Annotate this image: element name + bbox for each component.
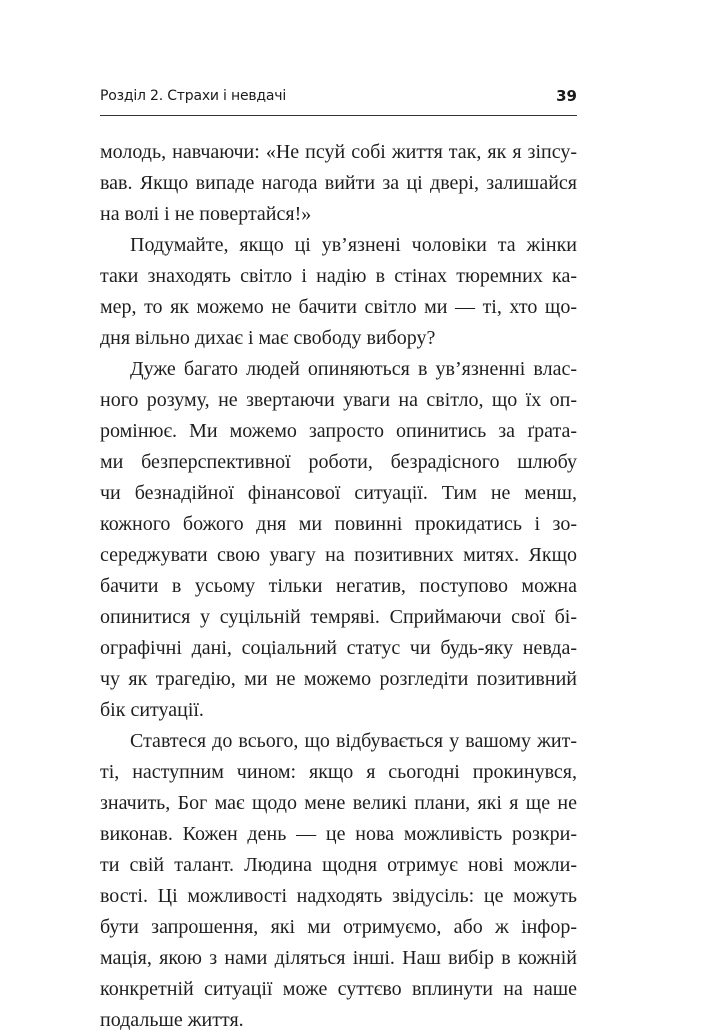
text-line: ти свій талант. Людина щодня отримує нові можли- [100, 854, 577, 876]
text-line: Дуже багато людей опиняються в ув’язненні влас- [130, 358, 577, 380]
text-line: бік ситуації. [100, 699, 204, 721]
text-line: вав. Якщо випаде нагода вийти за ці двері, залишайся [100, 172, 577, 194]
text-line: значить, Бог має щодо мене великі плани, які я ще не [100, 792, 577, 814]
text-line: дня вільно дихає і має свободу вибору? [100, 327, 436, 349]
text-line: мація, якою з нами діляться інші. Наш вибір в кожній [100, 947, 577, 969]
body-text [100, 137, 577, 1036]
paragraph [100, 137, 577, 230]
paragraph [100, 726, 577, 1036]
text-line: чу як трагедію, ми не можемо розгледіти позитивний [100, 668, 577, 690]
text-line: чи безнадійної фінансової ситуації. Тим не менш, [100, 482, 577, 504]
text-line: Подумайте, якщо ці ув’язнені чоловіки та жінки [130, 234, 577, 256]
text-line: на волі і не повертайся!» [100, 203, 312, 225]
text-line: ного розуму, не звертаючи уваги на світло, що їх оп- [100, 389, 577, 411]
text-line: опинитися у суцільній темряві. Сприймаючи свої бі- [100, 606, 577, 628]
text-line: виконав. Кожен день — це нова можливість розкри- [100, 823, 577, 845]
text-line: бути запрошення, які ми отримуємо, або ж інфор- [100, 916, 577, 938]
text-line: конкретній ситуації може суттєво вплинути на наше [100, 978, 577, 1000]
running-header [100, 88, 577, 112]
text-line: молодь, навчаючи: «Не псуй собі життя так, як я зіпсу- [100, 141, 577, 163]
paragraph [100, 354, 577, 726]
text-line: ті, наступним чином: якщо я сьогодні прокинувся, [100, 761, 577, 783]
text-line: ми безперспективної роботи, безрадісного шлюбу [100, 451, 577, 473]
text-line: середжувати свою увагу на позитивних митях. Якщо [100, 544, 577, 566]
text-line: кожного божого дня ми повинні прокидатись і зо- [100, 513, 577, 535]
text-line: ографічні дані, соціальний статус чи будь-яку невда- [100, 637, 577, 659]
text-line: подальше життя. [100, 1009, 244, 1031]
paragraph [100, 230, 577, 354]
text-line: ромінює. Ми можемо запросто опинитись за ґрата- [100, 420, 577, 442]
header-rule [100, 115, 577, 116]
text-line: бачити в усьому тільки негатив, поступово можна [100, 575, 577, 597]
text-line: Ставтеся до всього, що відбувається у вашому жит- [130, 730, 577, 752]
text-line: таки знаходять світло і надію в стінах тюремних ка- [100, 265, 577, 287]
chapter-title: Розділ 2. Страхи і невдачі [100, 88, 287, 104]
text-line: вості. Ці можливості надходять звідусіль: це можуть [100, 885, 577, 907]
text-line: мер, то як можемо не бачити світло ми — ті, хто що- [100, 296, 577, 318]
page-number: 39 [556, 87, 577, 105]
